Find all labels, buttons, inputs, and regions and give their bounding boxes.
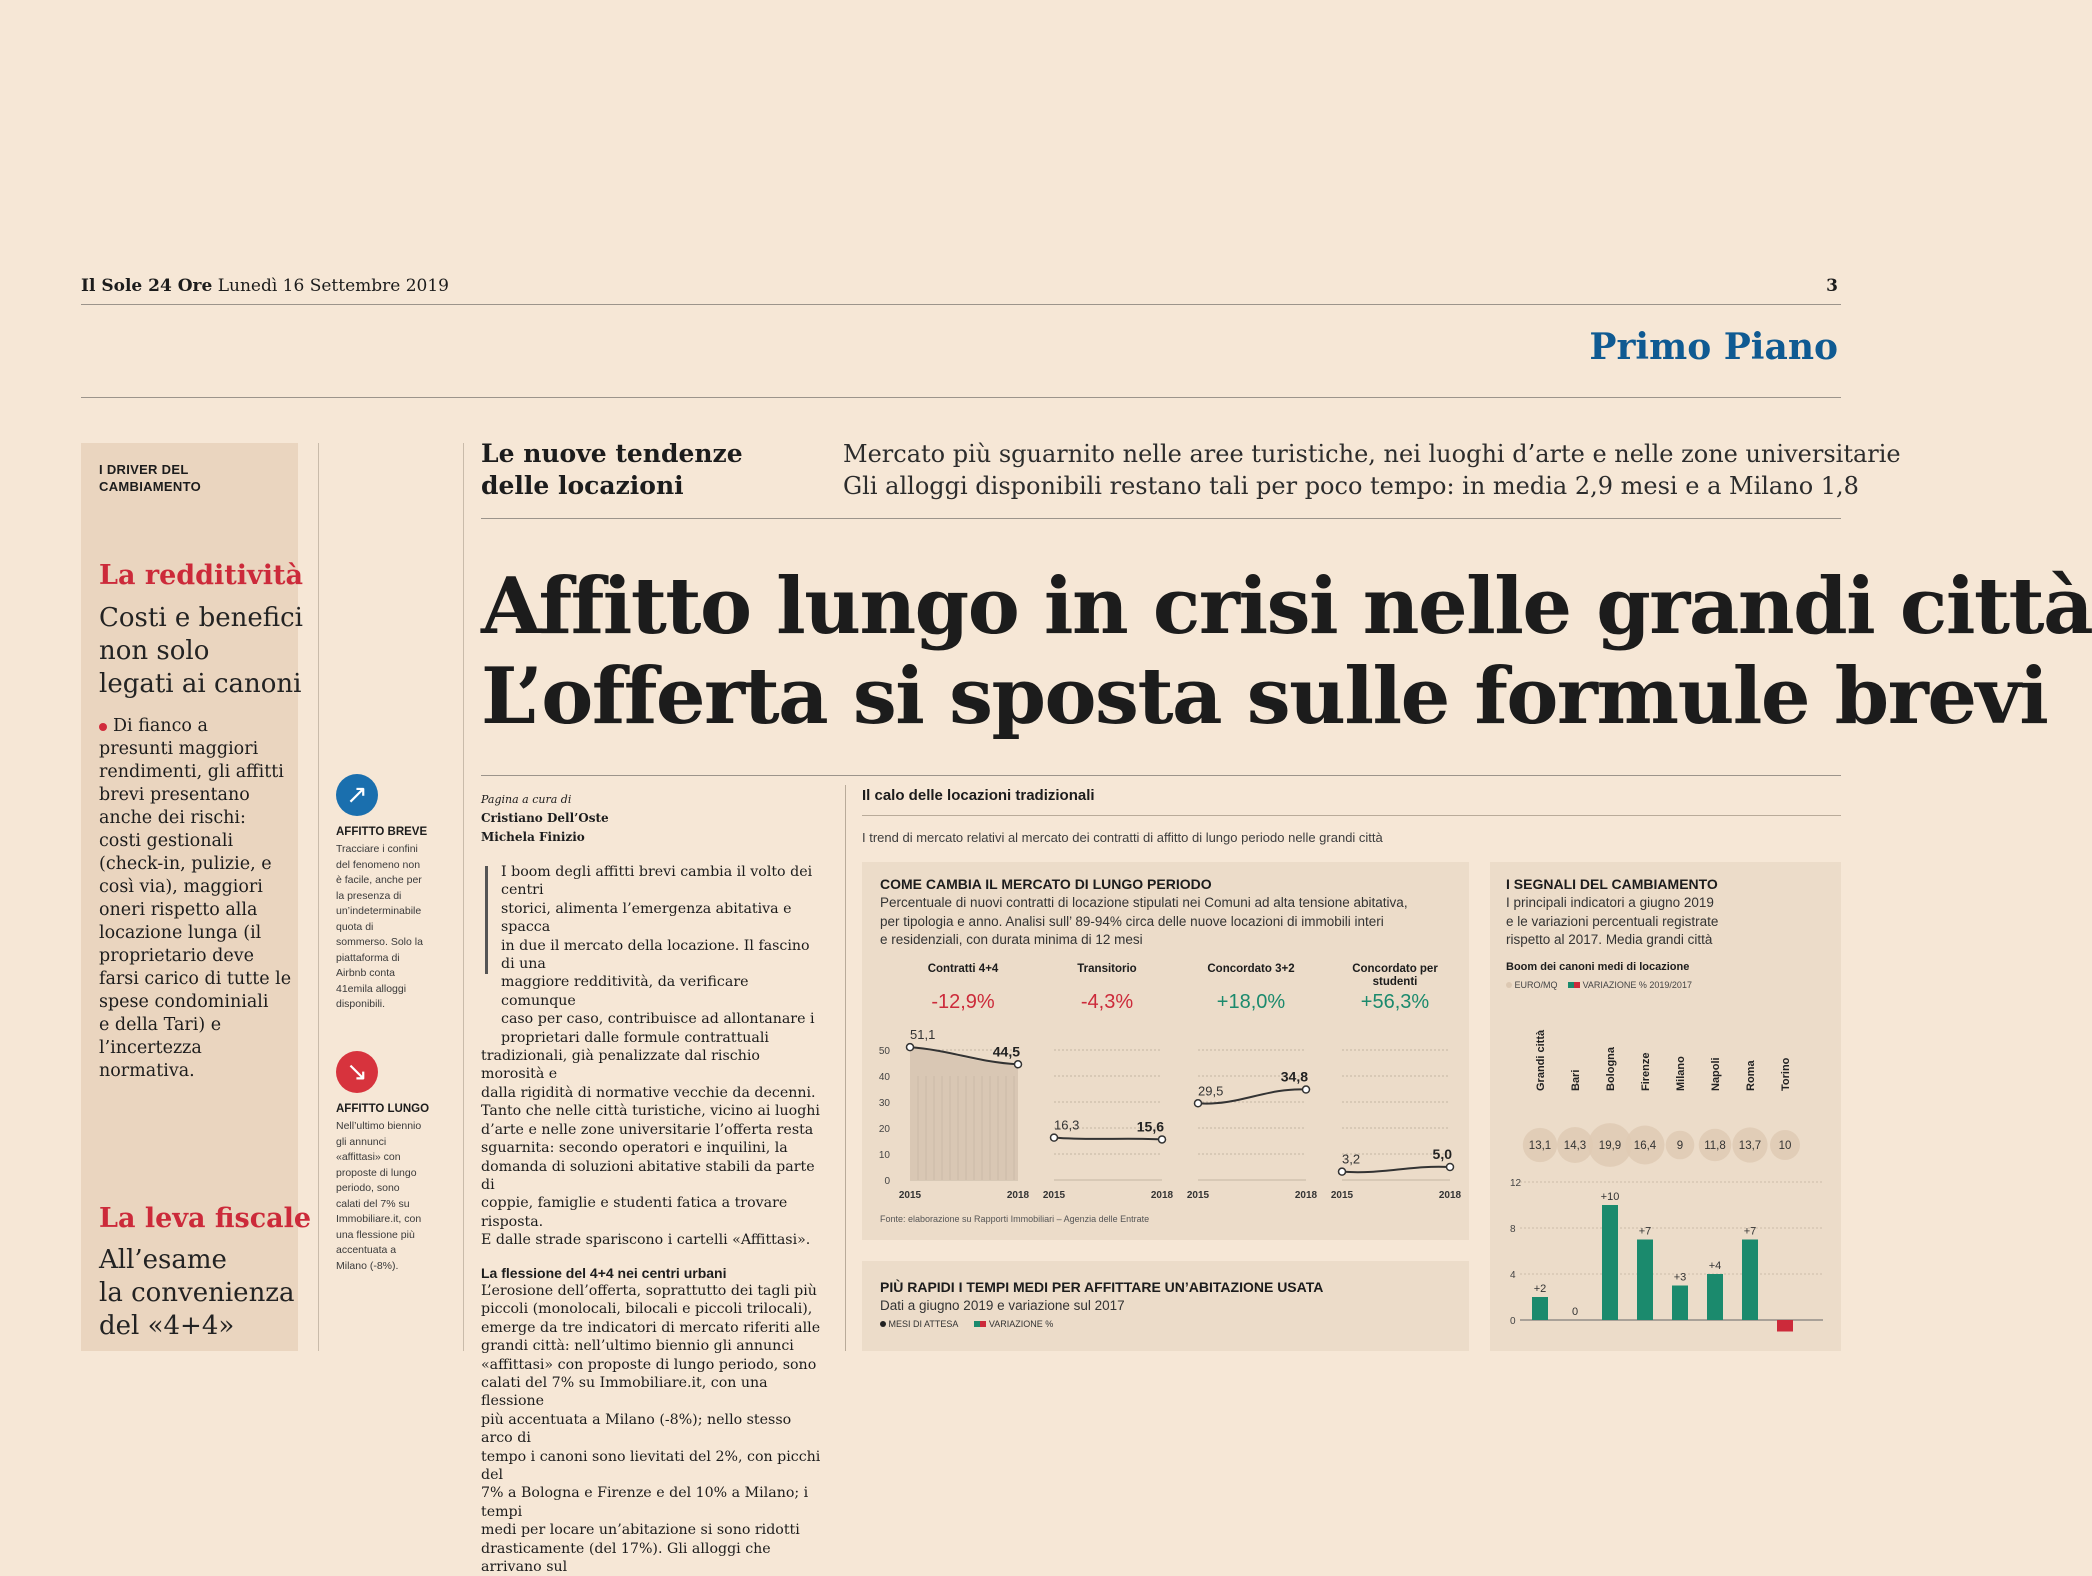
graphic-title: Il calo delle locazioni tradizionali: [862, 787, 1095, 804]
variation-bar: [1672, 1286, 1688, 1321]
article-subhead: La flessione del 4+4 nei centri urbani: [481, 1264, 727, 1281]
graphic-divider: [845, 785, 846, 1351]
x-tick-label: 2018: [1294, 1190, 1318, 1201]
category-label: Bari: [1570, 1069, 1582, 1091]
masthead: [81, 276, 449, 296]
data-label: 44,5: [992, 1043, 1020, 1060]
chart-title: Transitorio: [1077, 963, 1137, 975]
euro-label: 13,7: [1738, 1140, 1762, 1152]
euro-label: 13,1: [1528, 1140, 1552, 1152]
y-tick-label: 8: [1510, 1224, 1516, 1235]
variation-bar: [1707, 1274, 1723, 1320]
x-tick-label: 2018: [1438, 1190, 1462, 1201]
chart-title: Concordato per studenti: [1352, 963, 1438, 988]
column-divider: [463, 443, 464, 1351]
variation-label: 0: [1571, 1306, 1579, 1318]
x-tick-label: 2015: [898, 1190, 922, 1201]
data-point: [1447, 1164, 1454, 1171]
panel2-title: PIÙ RAPIDI I TEMPI MEDI PER AFFITTARE UN’ABITAZIONE USATA: [880, 1279, 1324, 1295]
paper-name: Il Sole 24 Ore: [81, 276, 213, 296]
data-label: 16,3: [1054, 1117, 1080, 1133]
euro-label: 11,8: [1704, 1140, 1726, 1152]
data-point: [1051, 1134, 1058, 1141]
sidebar-heading: I DRIVER DEL CAMBIAMENTO: [99, 462, 201, 494]
bullet-dot-icon: [99, 723, 107, 731]
x-tick-label: 2015: [1186, 1190, 1210, 1201]
data-point: [1015, 1061, 1022, 1068]
chart-change: -12,9%: [931, 991, 995, 1013]
small-multiples: [862, 955, 1469, 1210]
panel1-title: COME CAMBIA IL MERCATO DI LUNGO PERIODO: [880, 876, 1212, 892]
graphic-subtitle: I trend di mercato relativi al mercato dei contratti di affitto di lungo periodo nelle grandi città: [862, 830, 1383, 845]
euro-label: 9: [1676, 1140, 1684, 1152]
y-tick-label: 0: [884, 1176, 890, 1187]
sidebar-block2-title: La leva fiscale: [99, 1203, 312, 1234]
legend-dot-icon: [880, 1321, 886, 1327]
affitto-lungo-title: AFFITTO LUNGO: [336, 1103, 430, 1115]
deck-rule: [481, 518, 1841, 519]
series-line: [1054, 1138, 1162, 1140]
data-label: 3,2: [1342, 1151, 1361, 1167]
byline: Pagina a cura di Cristiano Dell’Oste Michela Finizio: [481, 793, 609, 844]
x-tick-label: 2015: [1330, 1190, 1354, 1201]
panel3-title: I SEGNALI DEL CAMBIAMENTO: [1506, 876, 1718, 892]
euro-label: 19,9: [1598, 1140, 1622, 1152]
variation-label: +2: [1533, 1283, 1547, 1295]
y-tick-label: 0: [1510, 1316, 1516, 1327]
bar-chart-title: Boom dei canoni medi di locazione: [1506, 961, 1690, 973]
x-tick-label: 2018: [1150, 1190, 1174, 1201]
data-label: 51,1: [910, 1027, 936, 1043]
chart-change: +56,3%: [1360, 991, 1430, 1013]
y-tick-label: 30: [878, 1098, 890, 1109]
panel3-text: I principali indicatori a giugno 2019 e le variazioni percentuali registrate rispetto al 2017. Media grandi città: [1506, 895, 1719, 947]
arrow-up-right-icon: ↗: [336, 774, 378, 816]
data-label: 5,0: [1432, 1146, 1452, 1162]
y-tick-label: 40: [878, 1072, 890, 1083]
data-point: [1159, 1136, 1166, 1143]
data-point: [1339, 1168, 1346, 1175]
y-tick-label: 4: [1510, 1270, 1516, 1281]
section-rule: [81, 397, 1841, 398]
chart-title: Contratti 4+4: [927, 963, 999, 975]
category-label: Firenze: [1640, 1052, 1652, 1091]
category-label: Bologna: [1605, 1047, 1617, 1091]
data-point: [1303, 1086, 1310, 1093]
variation-bar: [1532, 1297, 1548, 1320]
data-label: 29,5: [1198, 1083, 1224, 1099]
panel1-text: Percentuale di nuovi contratti di locazione stipulati nei Comuni ad alta tensione abitativa, per tipologia e anno. Analisi sull’ 89-94% circa delle nuove locazioni di immobili interi e residenziali, con durata minima di 12 mesi: [880, 895, 1408, 947]
headline: Affitto lungo in crisi nelle grandi città L’offerta si sposta sulle formule brevi: [481, 561, 2092, 742]
series-line: [1342, 1167, 1450, 1173]
deck: Mercato più sguarnito nelle aree turistiche, nei luoghi d’arte e nelle zone universitarie Gli alloggi disponibili restano tali per poco tempo: in media 2,9 mesi e a Milano 1,8: [843, 440, 1901, 500]
y-tick-label: 10: [878, 1150, 890, 1161]
panel2-text: Dati a giugno 2019 e variazione sul 2017: [880, 1298, 1125, 1313]
x-tick-label: 2015: [1042, 1190, 1066, 1201]
y-tick-label: 50: [878, 1046, 890, 1057]
bar-chart-legend: EURO/MQ VARIAZIONE % 2019/2017: [1506, 980, 1692, 990]
section-title[interactable]: Primo Piano: [1589, 326, 1838, 368]
panel1-source: Fonte: elaborazione su Rapporti Immobiliari – Agenzia delle Entrate: [880, 1214, 1150, 1224]
variation-bar: [1742, 1240, 1758, 1321]
x-tick-label: 2018: [1006, 1190, 1030, 1201]
y-tick-label: 20: [878, 1124, 890, 1135]
page-number: 3: [1826, 276, 1838, 296]
variation-label: +7: [1638, 1225, 1652, 1238]
data-point: [1195, 1100, 1202, 1107]
category-label: Grandi città: [1535, 1029, 1547, 1091]
chart-change: +18,0%: [1216, 991, 1286, 1013]
variation-bar: [1602, 1205, 1618, 1320]
panel2-legend: MESI DI ATTESA VARIAZIONE %: [880, 1319, 1053, 1329]
data-label: 34,8: [1280, 1068, 1308, 1085]
euro-label: 14,3: [1563, 1140, 1587, 1152]
euro-label: 16,4: [1633, 1140, 1657, 1152]
sidebar-block1-body: Di fianco a presunti maggiori rendimenti, gli affitti brevi presentano anche dei rischi: costi gestionali (check-in, pulizie, e così via), maggiori oneri rispetto alla locazione lunga (il proprietario deve farsi carico di tutte le spese condominiali e della Tari) e l’incertezza normativa.: [99, 716, 292, 1081]
sidebar-block1-subtitle: Costi e benefici non solo legati ai canoni: [99, 603, 303, 699]
masthead-rule: [81, 304, 1841, 305]
affitto-lungo-text: Nell’ultimo biennio gli annunci «affittasi» con proposte di lungo periodo, sono calati del 7% su Immobiliare.it, con una flessione più accentuata a Milano (-8%).: [336, 1120, 422, 1272]
issue-date: Lunedì 16 Settembre 2019: [217, 276, 449, 296]
arrow-down-right-icon: ↘: [336, 1051, 378, 1093]
sidebar-block2-subtitle: All’esame la convenienza del «4+4»: [99, 1245, 295, 1341]
column-divider: [318, 443, 319, 1351]
kicker: Le nuove tendenze delle locazioni: [481, 439, 743, 500]
y-tick-label: 12: [1510, 1178, 1522, 1189]
data-label: 15,6: [1136, 1118, 1164, 1135]
variation-label: +10: [1600, 1191, 1620, 1203]
legend-bubble-icon: [1506, 982, 1512, 988]
category-label: Torino: [1780, 1057, 1792, 1091]
sidebar-block1-title: La redditività: [99, 560, 303, 591]
variation-label: +3: [1673, 1271, 1687, 1284]
bar-chart: [1490, 995, 1841, 1351]
chart-title: Concordato 3+2: [1207, 963, 1295, 975]
variation-label: +4: [1708, 1260, 1722, 1272]
variation-label: +7: [1743, 1225, 1757, 1238]
chart-change: -4,3%: [1080, 991, 1134, 1013]
category-label: Milano: [1675, 1056, 1687, 1091]
article-body: I boom degli affitti brevi cambia il volto dei centri storici, alimenta l’emergenza abitativa e spacca in due il mercato della locazione. Il fascino di una maggiore redditività, da verificare comunque caso per caso, contribuisce ad allontanare i proprietari dalle formule contrattuali tradizionali, già penalizzate dal rischio morosità e dalla rigidità di normative vecchie da decenni. Tanto che nelle città turistiche, vicino ai luoghi d’arte e nelle zone universitarie l’offerta resta sguarnita: secondo operatori e inquilini, la domanda di soluzioni abitative stabili da parte di coppie, famiglie e studenti fatica a trovare risposta. E dalle strade spariscono i cartelli «Affittasi». La flessione del 4+4 nei centri urbani L’erosione dell’offerta, soprattutto dei tagli più piccoli (monolocali, bilocali e piccoli trilocali), emerge da tre indicatori di mercato riferiti alle grandi città: nell’ultimo biennio gli annunci «affittasi» con proposte di lungo periodo, sono calati del 7% su Immobiliare.it, con una flessione più accentuata a Milano (-8%); nello stesso arco di tempo i canoni sono lievitati del 2%, con picchi del 7% a Bologna e Firenze e del 10% a Milano; i tempi medi per locare un’abitazione si sono ridotti drasticamente (del 17%). Gli alloggi che arrivano sul: [481, 863, 827, 1576]
headline-rule: [481, 775, 1841, 776]
variation-bar: [1637, 1240, 1653, 1321]
graphic-rule: [862, 815, 1841, 816]
affitto-breve-title: AFFITTO BREVE: [336, 826, 428, 838]
data-point: [907, 1044, 914, 1051]
euro-label: 10: [1778, 1140, 1792, 1152]
affitto-breve-text: Tracciare i confini del fenomeno non è facile, anche per la presenza di un’indeterminabile quota di sommerso. Solo la piattaforma di Airbnb conta 41emila alloggi disponibili.: [336, 843, 423, 1010]
bar-chart-svg: [1490, 995, 1841, 1351]
line-charts: [862, 955, 1469, 1210]
variation-bar: [1777, 1320, 1793, 1332]
category-label: Napoli: [1710, 1057, 1722, 1091]
category-label: Roma: [1745, 1060, 1757, 1091]
